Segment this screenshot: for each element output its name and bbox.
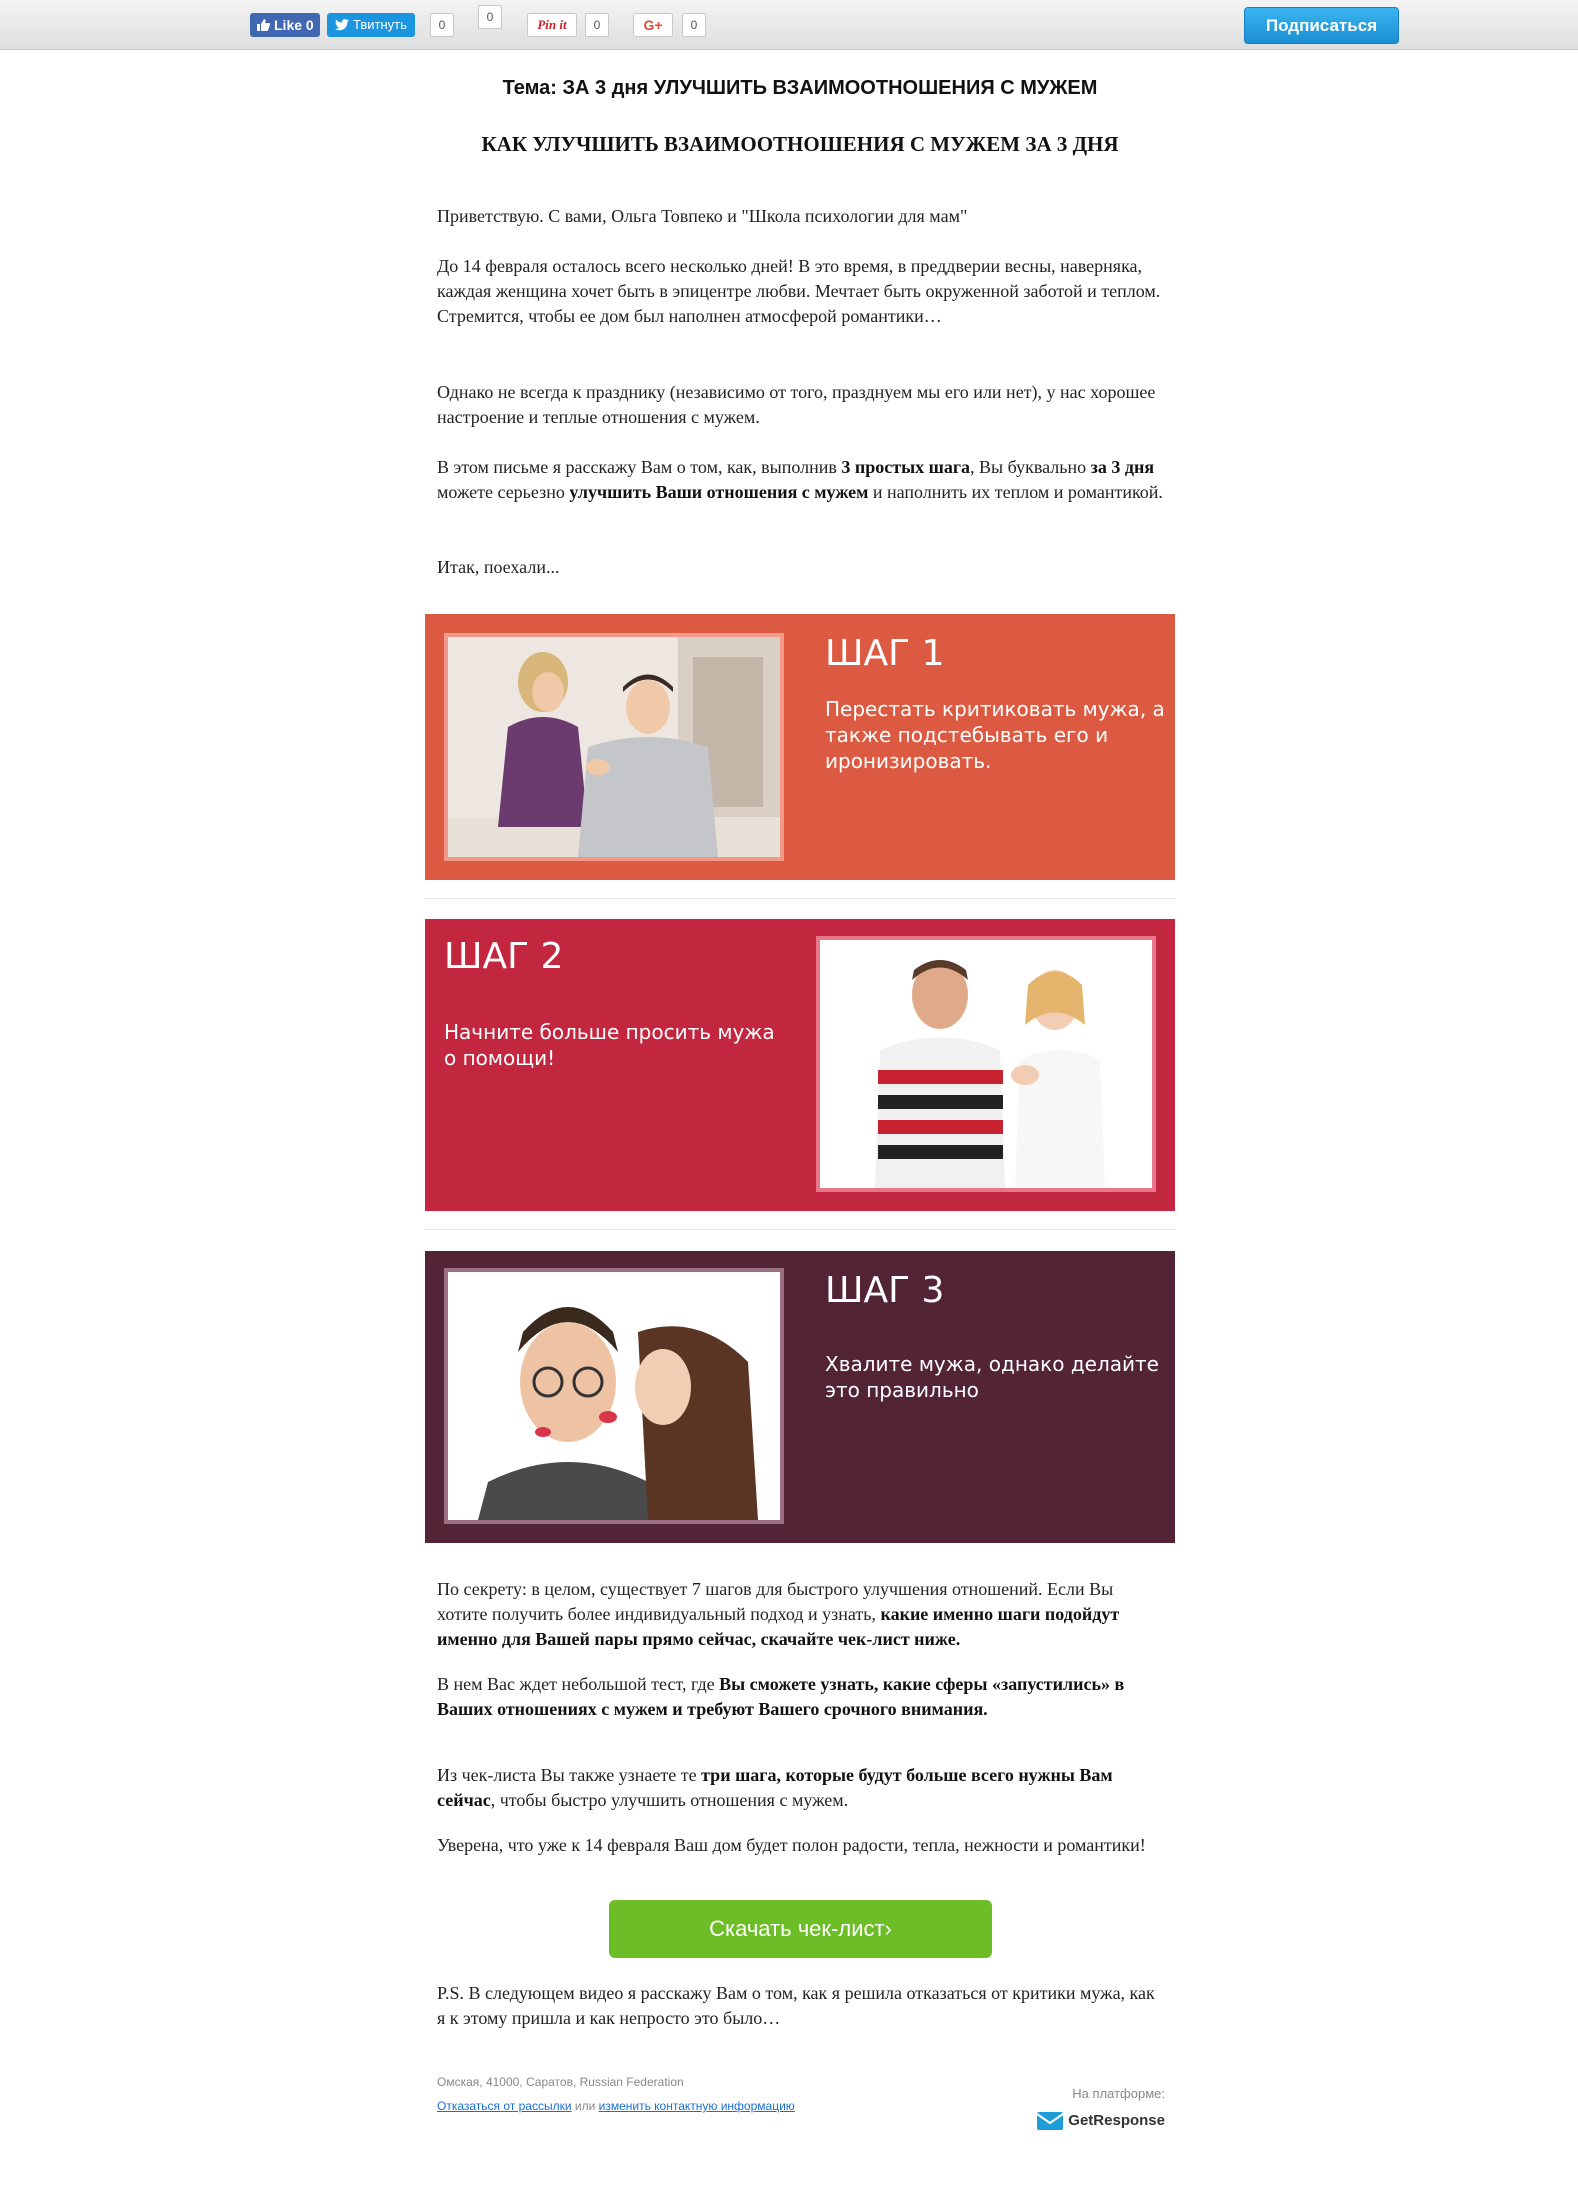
step-2-title: ШАГ 2 bbox=[444, 936, 564, 977]
promise-paragraph: В этом письме я расскажу Вам о том, как, выполнив 3 простых шага, Вы буквально за 3 дня можете серьезно улучшить Ваши отношения с мужем и наполнить их теплом и романтикой. bbox=[437, 457, 1163, 502]
step-divider bbox=[425, 898, 1175, 899]
secret-paragraph: По секрету: в целом, существует 7 шагов для быстрого улучшения отношений. Если Вы хотите получить более индивидуальный подход и узнать, какие именно шаги подойдут именно для Вашей пары прямо сейчас, скачайте чек-лист ниже. bbox=[437, 1579, 1120, 1649]
twitter-bird-icon bbox=[335, 19, 349, 31]
email-subject: Тема: ЗА 3 дня УЛУЧШИТЬ ВЗАИМООТНОШЕНИЯ С МУЖЕМ bbox=[502, 77, 1098, 99]
greeting-paragraph: Приветствую. С вами, Ольга Товпеко и "Школа психологии для мам" bbox=[437, 206, 968, 226]
step-2-description: Начните больше просить мужа о помощи! bbox=[444, 1020, 775, 1070]
platform-label: На платформе: bbox=[1072, 2086, 1165, 2101]
three-steps-paragraph: Из чек-листа Вы также узнаете те три шага, которые будут больше всего нужны Вам сейчас, чтобы быстро улучшить отношения с мужем. bbox=[437, 1765, 1113, 1810]
arguing-couple-illustration bbox=[448, 637, 780, 857]
pin-count: 0 bbox=[585, 13, 609, 37]
step-1-block bbox=[425, 614, 1175, 880]
pinterest-pin-button[interactable]: Pin it bbox=[527, 13, 577, 37]
step-3-photo bbox=[444, 1268, 784, 1524]
getresponse-brand: GetResponse bbox=[1068, 2112, 1165, 2129]
step-2-photo bbox=[816, 936, 1156, 1192]
thumbs-up-icon bbox=[256, 18, 270, 32]
step-3-title: ШАГ 3 bbox=[825, 1270, 945, 1311]
footer-address: Омская, 41000, Саратов, Russian Federation bbox=[437, 2075, 684, 2089]
step-1-title: ШАГ 1 bbox=[825, 633, 945, 674]
tweet-count: 0 bbox=[430, 13, 454, 37]
step-2-block bbox=[425, 919, 1175, 1211]
confidence-paragraph: Уверена, что уже к 14 февраля Ваш дом будет полон радости, тепла, нежности и романтики! bbox=[437, 1835, 1146, 1855]
step-3-description: Хвалите мужа, однако делайте это правильно bbox=[825, 1352, 1159, 1402]
getresponse-logo[interactable] bbox=[1035, 2110, 1165, 2132]
step-divider bbox=[425, 1229, 1175, 1230]
asking-couple-illustration bbox=[820, 940, 1152, 1188]
mood-paragraph: Однако не всегда к празднику (независимо от того, празднуем мы его или нет), у нас хорошее настроение и теплые отношения с мужем. bbox=[437, 382, 1156, 427]
email-headline: КАК УЛУЧШИТЬ ВЗАИМООТНОШЕНИЯ С МУЖЕМ ЗА 3 ДНЯ bbox=[481, 132, 1119, 156]
step-1-photo bbox=[444, 633, 784, 861]
kissing-couple-illustration bbox=[448, 1272, 780, 1520]
lets-go-paragraph: Итак, поехали... bbox=[437, 557, 560, 577]
google-plus-button[interactable]: G+ bbox=[633, 13, 673, 37]
ps-paragraph: P.S. В следующем видео я расскажу Вам о том, как я решила отказаться от критики мужа, как я к этому пришла и как непросто это было… bbox=[437, 1983, 1155, 2028]
step-1-description: Перестать критиковать мужа, а также подстебывать его и иронизировать. bbox=[825, 697, 1165, 773]
footer-links: Отказаться от рассылки или изменить контактную информацию bbox=[437, 2099, 795, 2113]
step-3-block bbox=[425, 1251, 1175, 1543]
facebook-like-label: Like 0 bbox=[274, 17, 314, 33]
subscribe-button[interactable]: Подписаться bbox=[1244, 7, 1399, 44]
gplus-count: 0 bbox=[682, 13, 706, 37]
download-checklist-button[interactable]: Скачать чек-лист› bbox=[609, 1900, 992, 1958]
share-toolbar bbox=[0, 0, 1578, 50]
twitter-tweet-button[interactable] bbox=[327, 13, 415, 37]
change-contact-info-link[interactable]: изменить контактную информацию bbox=[598, 2099, 795, 2113]
intro-paragraph: До 14 февраля осталось всего несколько дней! В это время, в преддверии весны, наверняка, каждая женщина хочет быть в эпицентре любви. Мечтает быть окруженной заботой и теплом. Стремится, чтобы ее дом был наполнен атмосферой романтики… bbox=[437, 256, 1161, 326]
envelope-icon bbox=[1037, 2112, 1063, 2130]
share-count: 0 bbox=[478, 5, 502, 29]
twitter-tweet-label: Твитнуть bbox=[353, 17, 407, 32]
test-paragraph: В нем Вас ждет небольшой тест, где Вы сможете узнать, какие сферы «запустились» в Ваших отношениях с мужем и требуют Вашего срочного внимания. bbox=[437, 1674, 1125, 1719]
facebook-like-button[interactable] bbox=[250, 13, 320, 37]
unsubscribe-link[interactable]: Отказаться от рассылки bbox=[437, 2099, 572, 2113]
